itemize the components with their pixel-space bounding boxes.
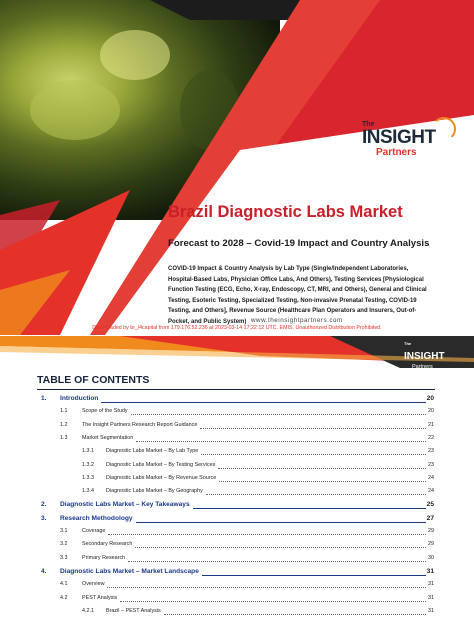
toc-entry-title: PEST Analysis <box>82 594 118 601</box>
toc-entry-number: 2. <box>41 501 47 509</box>
toc-leader-line <box>218 468 426 469</box>
toc-entry[interactable] <box>0 473 474 486</box>
logo-small-the: The <box>404 341 412 346</box>
toc-entry-title: Secondary Research <box>82 541 133 548</box>
toc-entry-page: 31 <box>428 594 434 601</box>
logo-small-insight: INSIGHT <box>404 351 445 362</box>
toc-leader-line <box>164 614 426 615</box>
toc-leader-line <box>128 561 426 562</box>
toc-leader-line <box>108 534 426 535</box>
toc-page <box>0 336 474 632</box>
toc-entry-number: 1.3.4 <box>82 488 94 495</box>
toc-entry-title: Diagnostic Labs Market – Key Takeaways <box>60 501 190 509</box>
toc-leader-line <box>136 522 426 523</box>
logo-insight: INSIGHT <box>362 127 436 148</box>
toc-entry[interactable] <box>0 513 474 526</box>
insight-partners-logo-small <box>404 342 445 370</box>
toc-entry-number: 1.2 <box>60 421 68 428</box>
toc-entry[interactable] <box>0 446 474 459</box>
logo-small-partners: Partners <box>412 364 433 370</box>
download-notice: Downloaded by br_l4capital from 179.176.52.236 at 2023-03-14 17:22:12 UTC. EMIS. Unauthorized Distribution Prohibited. <box>92 325 382 331</box>
toc-leader-line <box>200 428 426 429</box>
toc-entry-title: Diagnostic Labs Market – Market Landscape <box>60 567 199 575</box>
toc-entry-page: 25 <box>426 501 434 509</box>
toc-entry-number: 1.1 <box>60 408 68 415</box>
toc-entry-title: Diagnostic Labs Market – By Lab Type <box>106 448 199 455</box>
toc-entry[interactable] <box>0 539 474 552</box>
toc-entry-title: Research Methodology <box>60 514 133 522</box>
toc-entry-number: 3.3 <box>60 554 68 561</box>
toc-entry-page: 31 <box>428 581 434 588</box>
report-description: COVID-19 Impact & Country Analysis by Lab Type (Single/Independent Laboratories, Hospital-Based Labs, Physician Office Labs, And Others), Testing Services [Physiological Function Testing (ECG, Echo, X-ray, Endoscopy, CT, MRI, and Others), General and Clinical Testing, Esoteric Testing, Specialized Testing, Non-invasive Prenatal Testing, COVID-19 Testing, and Others], Revenue Source (Healthcare Plan Operators and Insurers, Out-of-Pocket, and Public System) <box>168 266 427 325</box>
toc-entry-page: 20 <box>428 408 434 415</box>
toc-entry-title: Primary Research <box>82 554 126 561</box>
toc-leader-line <box>120 601 426 602</box>
toc-entry-number: 1.3 <box>60 434 68 441</box>
toc-leader-line <box>131 414 426 415</box>
toc-entry-page: 30 <box>428 554 434 561</box>
toc-entry-page: 23 <box>428 461 434 468</box>
toc-entry-page: 24 <box>428 488 434 495</box>
insight-partners-logo <box>362 121 436 158</box>
toc-entry-title: Diagnostic Labs Market – By Testing Services <box>106 461 216 468</box>
toc-entry-number: 1.3.3 <box>82 474 94 481</box>
toc-leader-line <box>201 454 426 455</box>
toc-entry-number: 4.1 <box>60 581 68 588</box>
toc-entry-number: 4. <box>41 567 47 575</box>
toc-entry-number: 3.2 <box>60 541 68 548</box>
toc-entry-title: Brazil – PEST Analysis <box>106 607 161 614</box>
toc-entry-title: The Insight Partners Research Report Guidance <box>82 421 198 428</box>
toc-entry-number: 1.3.1 <box>82 448 94 455</box>
toc-entry-title: Scope of the Study <box>82 408 128 415</box>
toc-entry[interactable] <box>0 566 474 579</box>
toc-entry-page: 31 <box>426 567 434 575</box>
toc-entry[interactable] <box>0 393 474 406</box>
toc-divider <box>37 389 435 390</box>
report-title: Brazil Diagnostic Labs Market <box>168 203 403 221</box>
toc-entry[interactable] <box>0 406 474 419</box>
toc-leader-line <box>206 494 426 495</box>
toc-entry[interactable] <box>0 460 474 473</box>
toc-entry-page: 27 <box>426 514 434 522</box>
toc-entry-title: Diagnostic Labs Market – By Geography <box>106 488 203 495</box>
toc-entry-title: Market Segmentation <box>82 434 134 441</box>
report-subtitle: Forecast to 2028 – Covid-19 Impact and Country Analysis <box>168 238 430 249</box>
toc-entry[interactable] <box>0 606 474 619</box>
toc-leader-line <box>193 508 426 509</box>
logo-swoosh-icon <box>432 117 456 141</box>
toc-header-band <box>0 336 474 368</box>
toc-entry-title: Diagnostic Labs Market – By Revenue Source <box>106 474 217 481</box>
toc-entry-page: 23 <box>428 448 434 455</box>
toc-entry-page: 31 <box>428 607 434 614</box>
toc-entry-page: 29 <box>428 528 434 534</box>
toc-entry-number: 1. <box>41 395 47 402</box>
toc-leader-line <box>135 547 426 548</box>
logo-partners: Partners <box>376 147 417 158</box>
toc-entry-page: 22 <box>428 434 434 441</box>
toc-entry-page: 21 <box>428 421 434 428</box>
toc-entry-title: Introduction <box>60 395 99 402</box>
toc-entry-number: 3. <box>41 514 47 522</box>
toc-entry[interactable] <box>0 433 474 446</box>
toc-heading: TABLE OF CONTENTS <box>37 374 150 386</box>
toc-entry[interactable] <box>0 553 474 566</box>
toc-leader-line <box>202 575 426 576</box>
toc-entry-number: 4.2.1 <box>82 607 94 614</box>
toc-entry[interactable] <box>0 526 474 539</box>
logo-the: The <box>362 121 375 128</box>
toc-leader-line <box>107 587 426 588</box>
toc-entry-number: 3.1 <box>60 528 68 534</box>
toc-leader-line <box>219 481 426 482</box>
toc-leader-line <box>101 402 426 403</box>
toc-leader-line <box>136 441 426 442</box>
toc-entry-title: Overview <box>82 581 105 588</box>
toc-entry[interactable] <box>0 486 474 499</box>
toc-entry-page: 20 <box>426 395 434 402</box>
toc-entry[interactable] <box>0 420 474 433</box>
toc-entry-number: 1.3.2 <box>82 461 94 468</box>
toc-entry[interactable] <box>0 593 474 606</box>
toc-entry-page: 24 <box>428 474 434 481</box>
toc-entry-number: 4.2 <box>60 594 68 601</box>
toc-entry-page: 29 <box>428 541 434 548</box>
website-link[interactable]: www.theinsightpartners.com <box>251 317 343 324</box>
toc-entry[interactable] <box>0 579 474 592</box>
toc-entry-title: Coverage <box>82 528 106 534</box>
toc-entry[interactable] <box>0 499 474 512</box>
